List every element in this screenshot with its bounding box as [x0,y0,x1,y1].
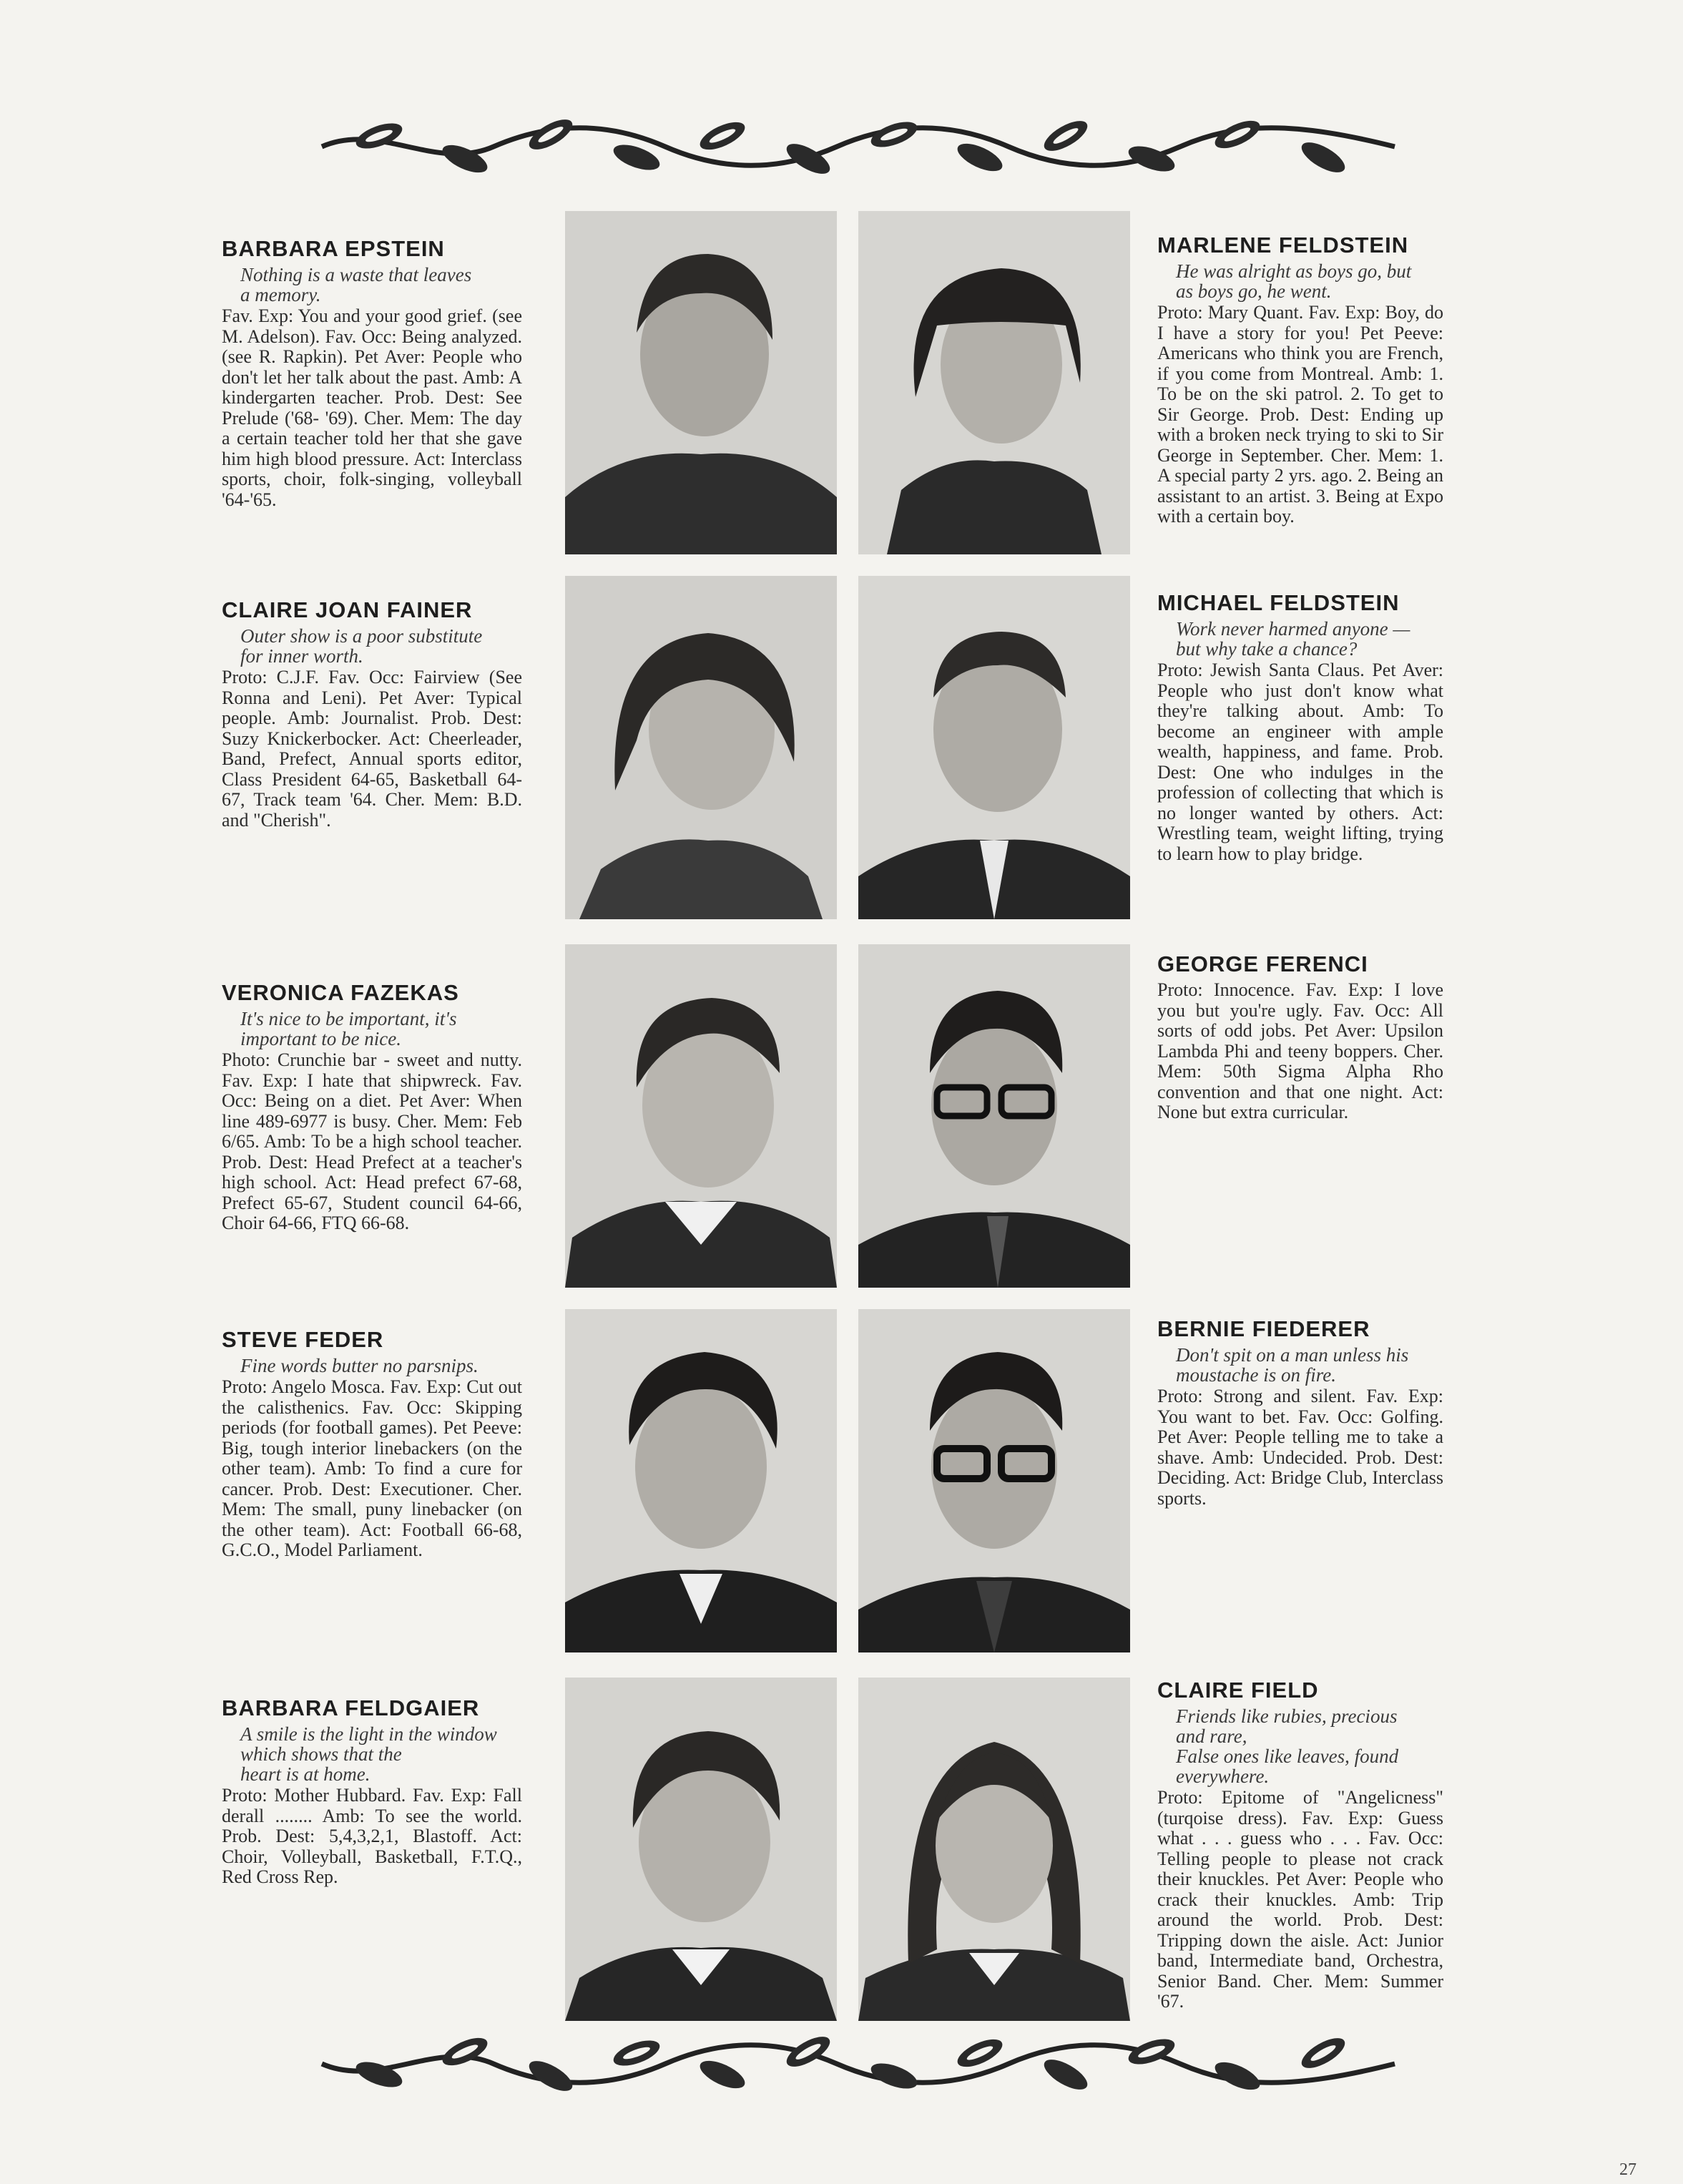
student-motto: Nothing is a waste that leaves a memory. [240,264,472,305]
student-name: STEVE FEDER [222,1327,384,1352]
student-bio: Fav. Exp: You and your good grief. (see M. Adelson). Fav. Occ: Being analyzed. (see R. Rapkin). Pet Aver: People who don't let her talk about the past. Amb: A kindergarten teacher. Prob. Dest: See Prelude ('68- '69). Cher. Mem: The day a certain teacher told her that she gave him high blood pressure. Act: Interclass sports, choir, folk-singing, volleyball '64-'65. [222,305,522,510]
student-motto: A smile is the light in the window which shows that the heart is at home. [240,1723,497,1785]
student-motto: Outer show is a poor substitute for inner worth. [240,625,483,667]
student-entry [1157,1678,1443,2012]
bottom-vine-border [315,2032,1402,2096]
student-portrait-photo [858,1309,1130,1652]
page-number: 27 [1619,2160,1637,2179]
student-name: CLAIRE JOAN FAINER [222,597,473,622]
student-name: MARLENE FELDSTEIN [1157,232,1409,258]
student-motto: It's nice to be important, it's important to be nice. [240,1008,457,1049]
student-portrait-photo [565,944,837,1288]
student-bio: Proto: Epitome of "Angelicness" (turqoise dress). Fav. Exp: Guess what . . . guess who . . . Fav. Occ: Telling people to please not crack their knuckles. Pet Aver: People who crack their knuckles. Amb: Trip around the world. Prob. Dest: Tripping down the aisle. Act: Junior band, Intermediate band, Orchestra, Senior Band. Cher. Mem: Summer '67. [1157,1787,1443,2012]
student-portrait-photo [565,211,837,554]
student-entry [1157,590,1443,864]
student-entry [1157,232,1443,527]
student-entry [222,980,522,1234]
student-bio: Photo: Crunchie bar - sweet and nutty. Fav. Exp: I hate that shipwreck. Fav. Occ: Being on a diet. Pet Aver: When line 489-6977 is busy. Cher. Mem: Feb 6/65. Amb: To be a high school teacher. Prob. Dest: Head Prefect at a teacher's high school. Act: Head prefect 67-68, Prefect 65-67, Student council 64-66, Choir 64-66, FTQ 66-68. [222,1049,522,1233]
student-portrait-photo [858,211,1130,554]
student-entry [1157,951,1443,1123]
student-bio: Proto: Angelo Mosca. Fav. Exp: Cut out the calisthenics. Fav. Occ: Skipping periods (for football games). Pet Peeve: Big, tough interior linebackers (on the other team). Amb: To find a cure for cancer. Prob. Dest: Executioner. Cher. Mem: The small, puny linebacker (on the other team). Act: Football 66-68, G.C.O., Model Parliament. [222,1376,522,1560]
student-bio: Proto: Mother Hubbard. Fav. Exp: Fall derall ........ Amb: To see the world. Prob. Dest: 5,4,3,2,1, Blastoff. Act: Choir, Volleyball, Basketball, F.T.Q., Red Cross Rep. [222,1785,522,1887]
student-bio: Proto: C.J.F. Fav. Occ: Fairview (See Ronna and Leni). Pet Aver: Typical people. Amb: Journalist. Prob. Dest: Suzy Knickerbocker. Act: Cheerleader, Band, Prefect, Annual sports editor, Class President 64-65, Basketball 64-67, Track team '64. Cher. Mem: B.D. and "Cherish". [222,667,522,831]
student-portrait-photo [565,1309,837,1652]
student-name: VERONICA FAZEKAS [222,980,459,1005]
student-motto: He was alright as boys go, but as boys go, he went. [1176,260,1412,302]
student-entry [1157,1316,1443,1509]
student-name: BARBARA FELDGAIER [222,1695,480,1720]
student-bio: Proto: Innocence. Fav. Exp: I love you but you're ugly. Fav. Occ: All sorts of odd jobs. Pet Aver: Upsilon Lambda Phi and teeny boppers. Cher. Mem: 50th Sigma Alpha Rho convention and that one night. Act: None but extra curricular. [1157,979,1443,1122]
student-name: BARBARA EPSTEIN [222,236,445,261]
student-bio: Proto: Strong and silent. Fav. Exp: You want to bet. Fav. Occ: Golfing. Pet Aver: People telling me to take a shave. Amb: Undecided. Prob. Dest: Deciding. Act: Bridge Club, Interclass sports. [1157,1386,1443,1509]
student-portrait-photo [858,576,1130,919]
student-name: BERNIE FIEDERER [1157,1316,1370,1341]
student-bio: Proto: Jewish Santa Claus. Pet Aver: People who just don't know what they're talking about. Amb: To become an engineer with ample wealth, happiness, and fame. Prob. Dest: One who indulges in the profession of collecting that which is no longer wanted by others. Act: Wrestling team, weight lifting, trying to learn how to play bridge. [1157,660,1443,864]
student-entry [222,1695,522,1888]
student-portrait-photo [858,944,1130,1288]
student-portrait-photo [858,1678,1130,2021]
student-bio: Proto: Mary Quant. Fav. Exp: Boy, do I have a story for you! Pet Peeve: Americans who think you are French, if you come from Montreal. Amb: 1. To be on the ski patrol. 2. To get to Sir George. Prob. Dest: Ending up with a broken neck trying to ski to Sir George in September. Cher. Mem: 1. A special party 2 yrs. ago. 2. Being an assistant to an artist. 3. Being at Expo with a certain boy. [1157,302,1443,527]
student-name: GEORGE FERENCI [1157,951,1368,976]
student-portrait-photo [565,576,837,919]
student-motto: Fine words butter no parsnips. [240,1355,479,1376]
student-name: CLAIRE FIELD [1157,1678,1319,1703]
student-portrait-photo [565,1678,837,2021]
student-name: MICHAEL FELDSTEIN [1157,590,1400,615]
student-entry [222,236,522,510]
student-entry [222,1327,522,1561]
student-motto: Don't spit on a man unless his moustache is on fire. [1176,1344,1409,1386]
student-entry [222,597,522,831]
student-motto: Work never harmed anyone — but why take a chance? [1176,618,1410,660]
student-motto: Friends like rubies, precious and rare, False ones like leaves, found everywhere. [1176,1705,1399,1787]
top-vine-border [315,114,1402,179]
